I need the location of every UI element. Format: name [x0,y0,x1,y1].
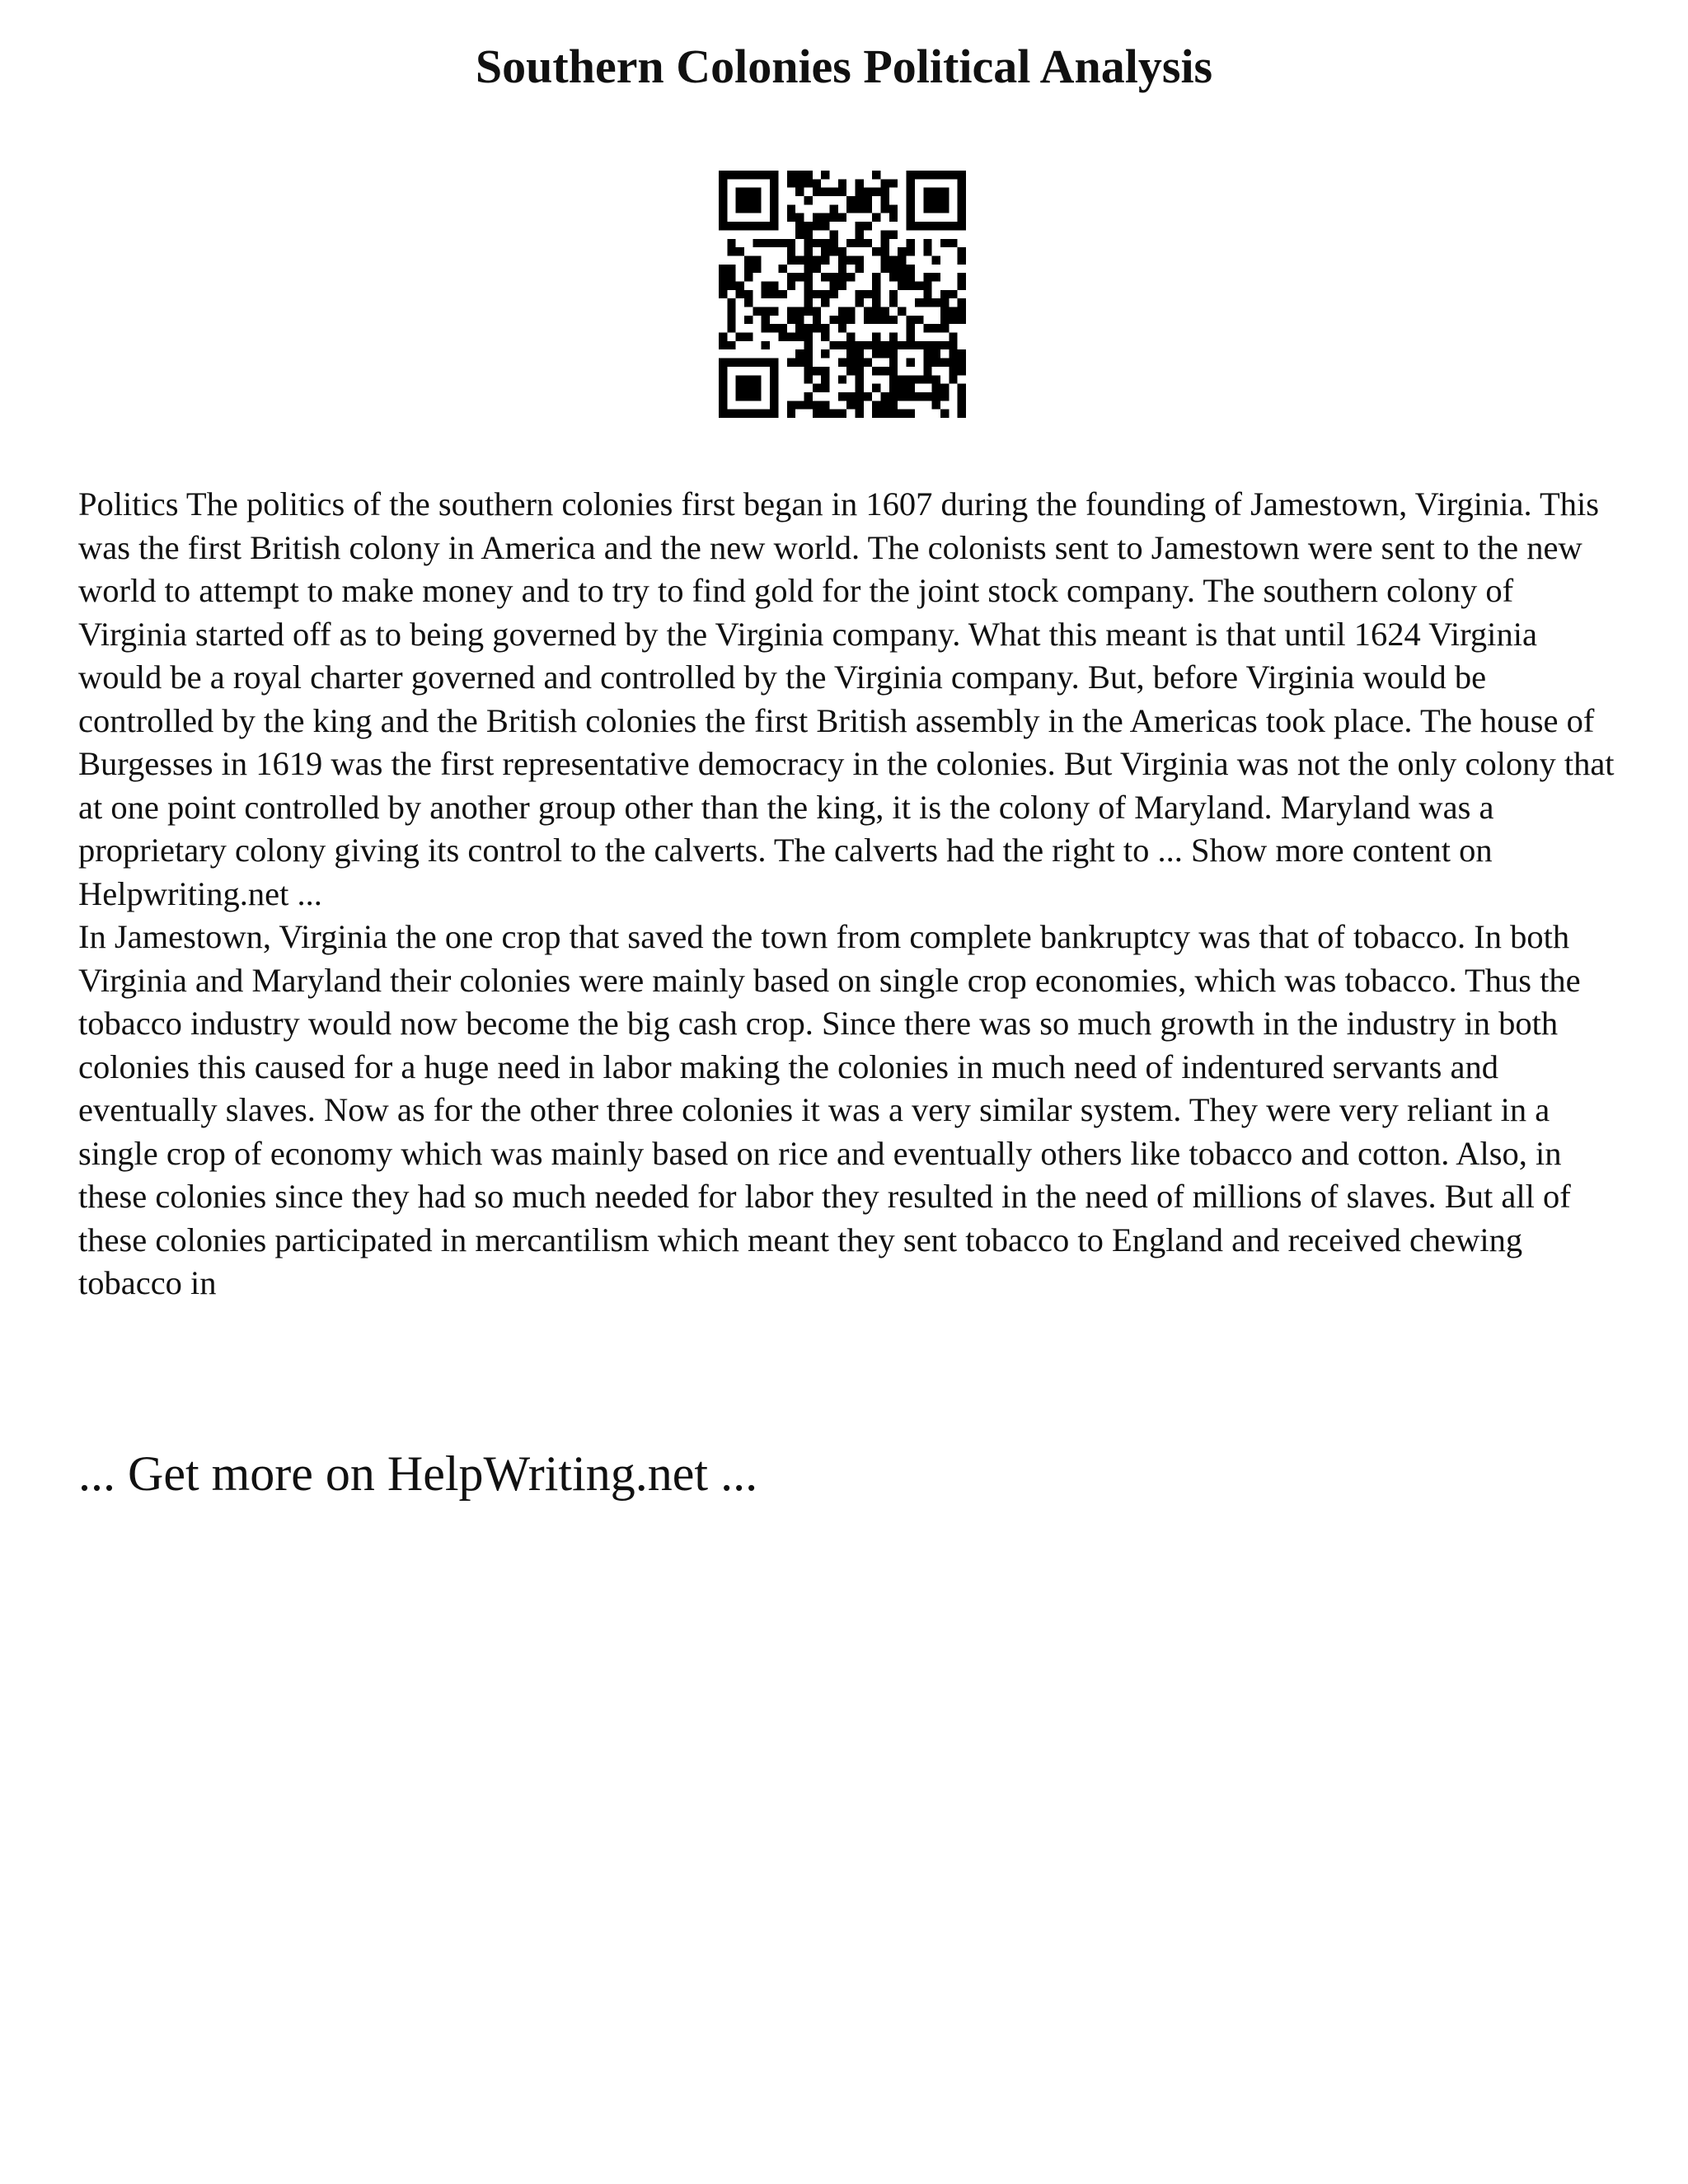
paragraph-politics: Politics The politics of the southern colonies first began in 1607 during the founding of Jamestown, Virginia. This was the first British colony in America and the new world. The colonists sent to Jamestown were sent to the new world to attempt to make money and to try to find gold for the joint stock company. The southern colony of Virginia started off as to being governed by the Virginia company. What this meant is that until 1624 Virginia would be a royal charter governed and controlled by the Virginia company. But, before Virginia would be controlled by the king and the British colonies the first British assembly in the Americas took place. The house of Burgesses in 1619 was the first representative democracy in the colonies. But Virginia was not the only colony that at one point controlled by another group other than the king, it is the colony of Maryland. Maryland was a proprietary colony giving its control to the calverts. The calverts had the right to ... Show more content on Helpwriting.net ... [78,485,1615,912]
paragraph-economy: In Jamestown, Virginia the one crop that saved the town from complete bankruptcy was that of tobacco. In both Virginia and Maryland their colonies were mainly based on single crop economies, which was tobacco. Thus the tobacco industry would now become the big cash crop. Since there was so much growth in the industry in both colonies this caused for a huge need in labor making the colonies in much need of indentured servants and eventually slaves. Now as for the other three colonies it was a very similar system. They were very reliant in a single crop of economy which was mainly based on rice and eventually others like tobacco and cotton. Also, in these colonies since they had so much needed for labor they resulted in the need of millions of slaves. But all of these colonies participated in mercantilism which meant they sent tobacco to England and received chewing tobacco in [78,918,1581,1301]
get-more-link[interactable]: ... Get more on HelpWriting.net ... [78,1446,758,1501]
qr-code-icon [719,171,966,418]
page-title: Southern Colonies Political Analysis [475,40,1213,93]
article-body [78,483,1628,1305]
